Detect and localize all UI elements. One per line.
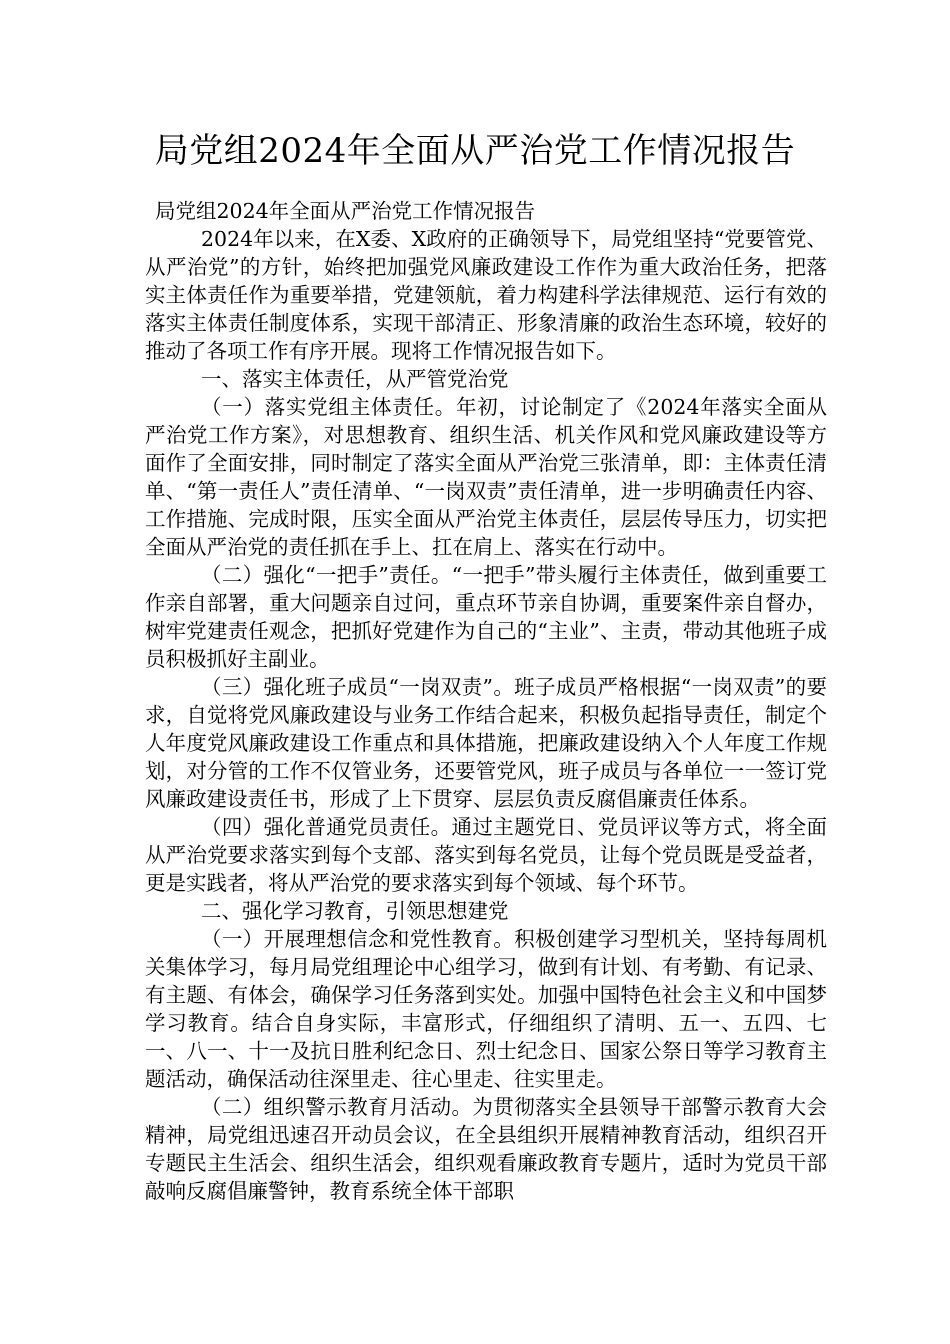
paragraph-2-1: （一）开展理想信念和党性教育。积极创建学习型机关，坚持每周机关集体学习，每月局党组理论中心组学习，做到有计划、有考勤、有记录、有主题、有体会，确保学习任务落到实处。加强中国特色社会主义和中国梦学习教育。结合自身实际，丰富形式，仔细组织了清明、五一、五四、七一、八一、十一及抗日胜利纪念日、烈士纪念日、国家公祭日等学习教育主题活动，确保活动往深里走、往心里走、往实里走。 [145,927,827,1091]
paragraph-1-1: （一）落实党组主体责任。年初，讨论制定了《2024年落实全面从严治党工作方案》，对思想教育、组织生活、机关作风和党风廉政建设等方面作了全面安排，同时制定了落实全面从严治党三张清单，即：主体责任清单、“第一责任人”责任清单、“一岗双责”责任清单，进一步明确责任内容、工作措施、完成时限，压实全面从严治党主体责任，层层传导压力，切实把全面从严治党的责任抓在手上、扛在肩上、落实在行动中。 [145,395,827,559]
paragraph-1-2: （二）强化“一把手”责任。“一把手”带头履行主体责任，做到重要工作亲自部署，重大问题亲自过问，重点环节亲自协调，重要案件亲自督办，树牢党建责任观念，把抓好党建作为自己的“主业”、主责，带动其他班子成员积极抓好主副业。 [145,563,827,671]
section-heading-1: 一、落实主体责任，从严管党治党 [201,367,509,391]
paragraph-1-4: （四）强化普通党员责任。通过主题党日、党员评议等方式，将全面从严治党要求落实到每个支部、落实到每名党员，让每个党员既是受益者，更是实践者，将从严治党的要求落实到每个领域、每个环节。 [145,815,827,895]
document-subtitle: 局党组2024年全面从严治党工作情况报告 [155,199,536,223]
paragraph-2-2: （二）组织警示教育月活动。为贯彻落实全县领导干部警示教育大会精神，局党组迅速召开动员会议，在全县组织开展精神教育活动，组织召开专题民主生活会、组织生活会，组织观看廉政教育专题片，适时为党员干部敲响反腐倡廉警钟，教育系统全体干部职 [145,1095,827,1203]
paragraph-intro: 2024年以来，在X委、X政府的正确领导下，局党组坚持“党要管党、从严治党”的方针，始终把加强党风廉政建设工作作为重大政治任务，把落实主体责任作为重要举措，党建领航，着力构建科学法律规范、运行有效的落实主体责任制度体系，实现干部清正、形象清廉的政治生态环境，较好的推动了各项工作有序开展。现将工作情况报告如下。 [145,227,827,363]
section-heading-2: 二、强化学习教育，引领思想建党 [201,899,509,923]
paragraph-1-3: （三）强化班子成员“一岗双责”。班子成员严格根据“一岗双责”的要求，自觉将党风廉政建设与业务工作结合起来，积极负起指导责任，制定个人年度党风廉政建设工作重点和具体措施，把廉政建设纳入个人年度工作规划，对分管的工作不仅管业务，还要管党风，班子成员与各单位一一签订党风廉政建设责任书，形成了上下贯穿、层层负责反腐倡廉责任体系。 [145,675,827,811]
document-body [145,197,827,1205]
document-title: 局党组2024年全面从严治党工作情况报告 [154,131,796,171]
